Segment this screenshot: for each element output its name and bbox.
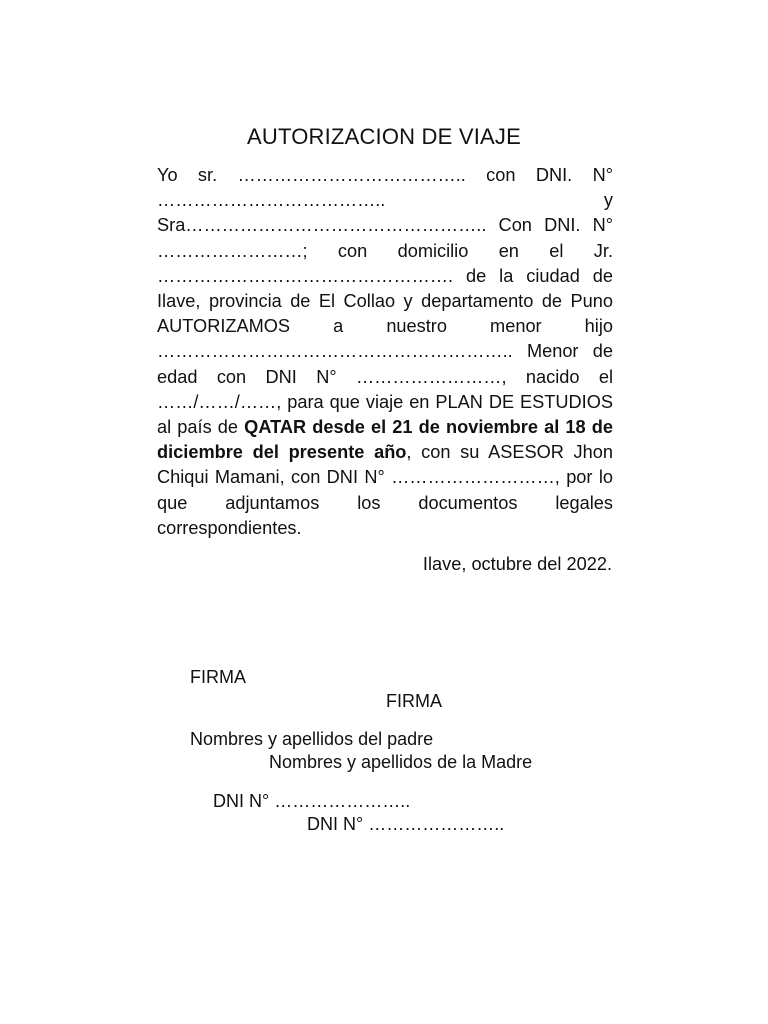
mother-name-label: Nombres y apellidos de la Madre bbox=[269, 752, 533, 772]
father-name-label: Nombres y apellidos del padre bbox=[190, 729, 434, 749]
document-title: AUTORIZACION DE VIAJE bbox=[247, 124, 521, 149]
authorization-paragraph bbox=[157, 163, 613, 541]
paragraph-bold-destination: QATAR desde el 21 de noviembre al 18 de diciembre del presente año bbox=[157, 417, 614, 463]
mother-dni-label: DNI N° ………………….. bbox=[307, 814, 505, 834]
date-line: Ilave, octubre del 2022. bbox=[422, 554, 612, 574]
father-sign-label: FIRMA bbox=[190, 667, 246, 687]
mother-sign-label: FIRMA bbox=[386, 691, 442, 711]
paragraph-part-2: , con su ASESOR Jhon Chiqui Mamani, con DNI N° ………………………, por lo que adjuntamos los documentos legales correspondientes. bbox=[157, 442, 613, 538]
paragraph-part-1: Yo sr. ……………………………….. con DNI. N° ……………………………….. y Sra………………………………………….. Con DNI. N° ……………………; con domicilio en el Jr. …………………………………………. de la ciudad de Ilave, provincia de El Collao y departamento de Puno AUTORIZAMOS a nuestro menor hijo ………………………………………………….. Menor de edad con DNI N° ……………………, nacido el ……/……/……, para que viaje en PLAN DE ESTUDIOS al país de bbox=[157, 165, 613, 438]
father-dni-label: DNI N° ………………….. bbox=[213, 791, 411, 811]
